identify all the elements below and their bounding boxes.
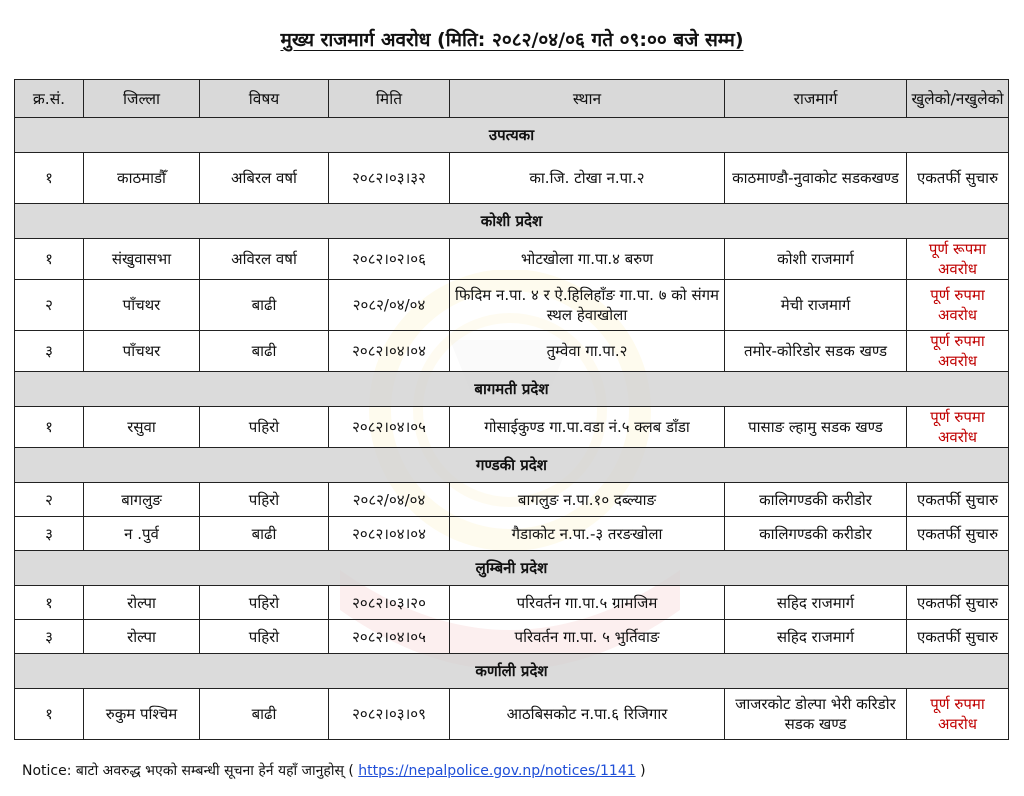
- table-body: [15, 118, 1009, 740]
- cell-place: परिवर्तन गा.पा.५ ग्रामजिम: [450, 586, 725, 620]
- cell-place: बागलुङ न.पा.१० दब्ल्याङ: [450, 483, 725, 517]
- cell-place: तुम्वेवा गा.पा.२: [450, 331, 725, 372]
- cell-date: २०८२।०३।२०: [329, 586, 450, 620]
- cell-district: रुकुम पश्चिम: [84, 689, 200, 740]
- table-row: [15, 407, 1009, 448]
- cell-highway: कालिगण्डकी करीडोर: [725, 517, 907, 551]
- cell-status: एकतर्फी सुचारु: [907, 620, 1009, 654]
- col-header-place: स्थान: [450, 80, 725, 118]
- cell-date: २०८२।०४।०५: [329, 620, 450, 654]
- table-row: [15, 483, 1009, 517]
- page-title: मुख्य राजमार्ग अवरोध (मिति: २०८२/०४/०६ गते ०९:०० बजे सम्म): [280, 29, 744, 51]
- cell-status: एकतर्फी सुचारु: [907, 586, 1009, 620]
- section-row: [15, 118, 1009, 153]
- cell-district: संखुवासभा: [84, 239, 200, 280]
- cell-sn: ३: [15, 331, 84, 372]
- cell-place: परिवर्तन गा.पा. ५ भुर्तिवाङ: [450, 620, 725, 654]
- section-row: [15, 551, 1009, 586]
- table-row: [15, 331, 1009, 372]
- col-header-subject: विषय: [200, 80, 329, 118]
- notice: [22, 761, 646, 780]
- cell-highway: काठमाण्डौ-नुवाकोट सडकखण्ड: [725, 153, 907, 204]
- cell-date: २०८२/०४/०४: [329, 280, 450, 331]
- cell-sn: ३: [15, 620, 84, 654]
- table-row: [15, 586, 1009, 620]
- cell-highway: सहिद राजमार्ग: [725, 620, 907, 654]
- cell-district: बागलुङ: [84, 483, 200, 517]
- cell-highway: जाजरकोट डोल्पा भेरी करिडोर सडक खण्ड: [725, 689, 907, 740]
- table-row: [15, 239, 1009, 280]
- cell-status: पूर्ण रुपमा अवरोध: [907, 407, 1009, 448]
- section-title: बागमती प्रदेश: [15, 372, 1009, 407]
- cell-district: रसुवा: [84, 407, 200, 448]
- table-row: [15, 280, 1009, 331]
- highway-obstruction-table: [14, 79, 1009, 740]
- notice-link[interactable]: https://nepalpolice.gov.np/notices/1141: [358, 763, 636, 779]
- cell-date: २०८२।०४।०४: [329, 331, 450, 372]
- cell-place: आठबिसकोट न.पा.६ रिजिगार: [450, 689, 725, 740]
- cell-highway: कोशी राजमार्ग: [725, 239, 907, 280]
- section-row: [15, 654, 1009, 689]
- notice-suffix: ): [635, 763, 646, 779]
- cell-district: पाँचथर: [84, 331, 200, 372]
- cell-sn: १: [15, 239, 84, 280]
- section-title: कोशी प्रदेश: [15, 204, 1009, 239]
- section-row: [15, 204, 1009, 239]
- cell-district: पाँचथर: [84, 280, 200, 331]
- table-row: [15, 517, 1009, 551]
- cell-highway: पासाङ ल्हामु सडक खण्ड: [725, 407, 907, 448]
- cell-date: २०८२।०३।३२: [329, 153, 450, 204]
- cell-place: का.जि. टोखा न.पा.२: [450, 153, 725, 204]
- cell-sn: २: [15, 483, 84, 517]
- section-title: कर्णाली प्रदेश: [15, 654, 1009, 689]
- cell-sn: १: [15, 689, 84, 740]
- cell-subject: बाढी: [200, 280, 329, 331]
- cell-date: २०८२।०२।०६: [329, 239, 450, 280]
- cell-date: २०८२।०४।०५: [329, 407, 450, 448]
- notice-text: Notice: बाटो अवरुद्ध भएको सम्बन्धी सूचना हेर्न यहाँ जानुहोस् (: [22, 763, 359, 779]
- col-header-sn: क्र.सं.: [15, 80, 84, 118]
- col-header-date: मिति: [329, 80, 450, 118]
- cell-sn: १: [15, 407, 84, 448]
- cell-sn: २: [15, 280, 84, 331]
- cell-status: पूर्ण रूपमा अवरोध: [907, 239, 1009, 280]
- cell-status: पूर्ण रुपमा अवरोध: [907, 331, 1009, 372]
- cell-status: एकतर्फी सुचारु: [907, 517, 1009, 551]
- section-row: [15, 372, 1009, 407]
- cell-place: गोसाईकुण्ड गा.पा.वडा नं.५ क्लब डाँडा: [450, 407, 725, 448]
- cell-status: पूर्ण रुपमा अवरोध: [907, 280, 1009, 331]
- col-header-highway: राजमार्ग: [725, 80, 907, 118]
- col-header-status: खुलेको/नखुलेको: [907, 80, 1009, 118]
- table-row: [15, 620, 1009, 654]
- cell-subject: अविरल वर्षा: [200, 239, 329, 280]
- col-header-district: जिल्ला: [84, 80, 200, 118]
- cell-date: २०८२।०३।०९: [329, 689, 450, 740]
- cell-date: २०८२/०४/०४: [329, 483, 450, 517]
- cell-sn: १: [15, 586, 84, 620]
- table-row: [15, 153, 1009, 204]
- cell-subject: पहिरो: [200, 620, 329, 654]
- cell-subject: पहिरो: [200, 586, 329, 620]
- cell-district: रोल्पा: [84, 620, 200, 654]
- table-row: [15, 689, 1009, 740]
- cell-highway: सहिद राजमार्ग: [725, 586, 907, 620]
- cell-subject: पहिरो: [200, 483, 329, 517]
- cell-district: रोल्पा: [84, 586, 200, 620]
- cell-highway: कालिगण्डकी करीडोर: [725, 483, 907, 517]
- cell-highway: मेची राजमार्ग: [725, 280, 907, 331]
- section-title: गण्डकी प्रदेश: [15, 448, 1009, 483]
- cell-place: फिदिम न.पा. ४ र ऐ.हिलिहाँङ गा.पा. ७ को संगम स्थल हेवाखोला: [450, 280, 725, 331]
- cell-place: गैडाकोट न.पा.-३ तरङखोला: [450, 517, 725, 551]
- cell-date: २०८२।०४।०४: [329, 517, 450, 551]
- cell-place: भोटखोला गा.पा.४ बरुण: [450, 239, 725, 280]
- cell-subject: अबिरल वर्षा: [200, 153, 329, 204]
- table-header-row: [15, 80, 1009, 118]
- cell-highway: तमोर-कोरिडोर सडक खण्ड: [725, 331, 907, 372]
- section-title: उपत्यका: [15, 118, 1009, 153]
- cell-district: न .पुर्व: [84, 517, 200, 551]
- cell-sn: ३: [15, 517, 84, 551]
- cell-subject: बाढी: [200, 689, 329, 740]
- cell-status: एकतर्फी सुचारु: [907, 483, 1009, 517]
- cell-subject: बाढी: [200, 517, 329, 551]
- cell-subject: बाढी: [200, 331, 329, 372]
- cell-subject: पहिरो: [200, 407, 329, 448]
- cell-sn: १: [15, 153, 84, 204]
- section-title: लुम्बिनी प्रदेश: [15, 551, 1009, 586]
- section-row: [15, 448, 1009, 483]
- cell-district: काठमाडौँ: [84, 153, 200, 204]
- cell-status: एकतर्फी सुचारु: [907, 153, 1009, 204]
- cell-status: पूर्ण रुपमा अवरोध: [907, 689, 1009, 740]
